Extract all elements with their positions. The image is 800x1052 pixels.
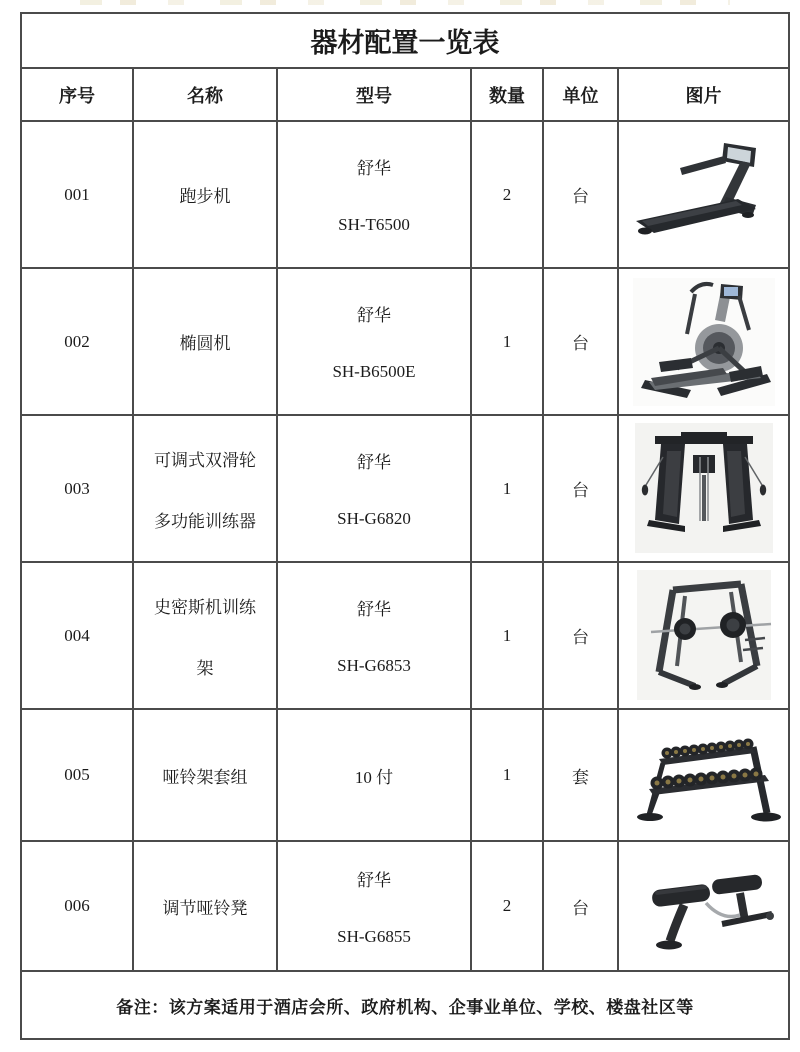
unit-cell: 套: [543, 709, 618, 841]
quantity-cell: 1: [471, 562, 543, 709]
model-cell: [277, 562, 471, 709]
cropped-text-artifact: [80, 0, 730, 5]
serial-cell: 004: [21, 562, 133, 709]
model-brand: 舒华: [357, 600, 391, 619]
functional-trainer-image: [621, 418, 786, 559]
model-cell: [277, 268, 471, 415]
name-cell: 史密斯机训练 架: [133, 562, 277, 709]
header-unit: 单位: [543, 68, 618, 121]
name-cell: 椭圆机: [133, 268, 277, 415]
quantity-cell: 1: [471, 268, 543, 415]
image-cell: [618, 709, 789, 841]
header-serial: 序号: [21, 68, 133, 121]
quantity-cell: 2: [471, 841, 543, 971]
model-number: SH-G6853: [337, 656, 411, 675]
unit-cell: 台: [543, 415, 618, 562]
equipment-table: [20, 12, 790, 1040]
serial-cell: 006: [21, 841, 133, 971]
header-quantity: 数量: [471, 68, 543, 121]
model-cell: 10 付: [277, 709, 471, 841]
table-row: [21, 415, 789, 562]
model-number: SH-G6855: [337, 926, 411, 946]
model-number: SH-G6820: [337, 509, 411, 528]
quantity-cell: 1: [471, 415, 543, 562]
name-cell: 可调式双滑轮 多功能训练器: [133, 415, 277, 562]
table-row: [21, 562, 789, 709]
image-cell: [618, 841, 789, 971]
dumbbell-rack-image: [621, 712, 786, 838]
serial-cell: 001: [21, 121, 133, 268]
model-brand: 舒华: [357, 870, 391, 890]
table-row: [21, 268, 789, 415]
model-number: SH-T6500: [338, 215, 410, 234]
image-cell: [618, 415, 789, 562]
header-name: 名称: [133, 68, 277, 121]
header-row: [21, 68, 789, 121]
model-cell: [277, 415, 471, 562]
quantity-cell: 1: [471, 709, 543, 841]
model-brand: 舒华: [357, 306, 391, 325]
treadmill-image: [621, 124, 786, 265]
table-row: [21, 841, 789, 971]
serial-cell: 003: [21, 415, 133, 562]
name-cell: 跑步机: [133, 121, 277, 268]
name-cell: 调节哑铃凳: [133, 841, 277, 971]
table-row: [21, 709, 789, 841]
unit-cell: 台: [543, 841, 618, 971]
adjustable-bench-image: [621, 844, 786, 968]
serial-cell: 002: [21, 268, 133, 415]
unit-cell: 台: [543, 268, 618, 415]
model-cell: [277, 121, 471, 268]
image-cell: [618, 562, 789, 709]
table-row: [21, 121, 789, 268]
header-model: 型号: [277, 68, 471, 121]
remark-note: 备注：该方案适用于酒店会所、政府机构、企事业单位、学校、楼盘社区等: [21, 971, 789, 1039]
image-cell: [618, 268, 789, 415]
name-cell: 哑铃架套组: [133, 709, 277, 841]
smith-machine-image: [621, 565, 786, 706]
model-number: SH-B6500E: [332, 362, 416, 381]
model-brand: 舒华: [357, 159, 391, 178]
table-title: 器材配置一览表: [21, 13, 789, 68]
image-cell: [618, 121, 789, 268]
unit-cell: 台: [543, 121, 618, 268]
quantity-cell: 2: [471, 121, 543, 268]
serial-cell: 005: [21, 709, 133, 841]
header-image: 图片: [618, 68, 789, 121]
unit-cell: 台: [543, 562, 618, 709]
model-cell: [277, 841, 471, 971]
model-brand: 舒华: [357, 453, 391, 472]
elliptical-image: [621, 271, 786, 412]
